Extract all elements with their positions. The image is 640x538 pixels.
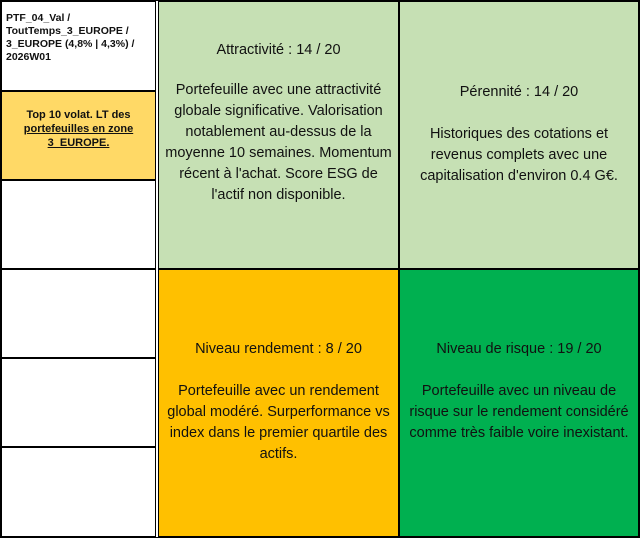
perennite-body: Historiques des cotations et revenus complets avec une capitalisation d'environ 0.4 G€. [420,126,618,184]
score-grid [158,1,639,537]
ranking-highlight-part1: Top 10 volat. LT des [26,109,131,121]
empty-cell-4 [1,447,156,537]
rendement-body: Portefeuille avec un rendement global modéré. Surperformance vs index dans le premier quartile des actifs. [167,383,390,462]
risque-title: Niveau de risque : 19 / 20 [436,341,602,357]
rendement-title: Niveau rendement : 8 / 20 [195,341,362,357]
ranking-highlight-cell [1,91,156,180]
ranking-highlight-part2: portefeuilles en zone 3_EUROPE. [23,123,134,149]
risque-card [399,269,639,537]
risque-body: Portefeuille avec un niveau de risque sur le rendement considéré comme très faible voire inexistant. [409,383,629,441]
perennite-title: Pérennité : 14 / 20 [459,84,579,100]
left-column [1,1,158,537]
empty-cell-2 [1,269,156,358]
portfolio-meta-text: PTF_04_Val / ToutTemps_3_EUROPE / 3_EUROPE (4,8% | 4,3%) / 2026W01 [6,12,135,63]
rendement-card [158,269,399,537]
empty-cell-3 [1,358,156,447]
portfolio-meta-cell [1,1,156,91]
attractivite-body: Portefeuille avec une attractivité globale significative. Valorisation notablement au-dessus de la moyenne 10 semaines. Momentum récent à l'achat. Score ESG de l'actif non disponible. [165,82,392,203]
attractivite-card [158,1,399,269]
perennite-card [399,1,639,269]
attractivite-title: Attractivité : 14 / 20 [216,42,341,58]
ranking-highlight-text [6,108,151,150]
empty-cell-1 [1,180,156,269]
